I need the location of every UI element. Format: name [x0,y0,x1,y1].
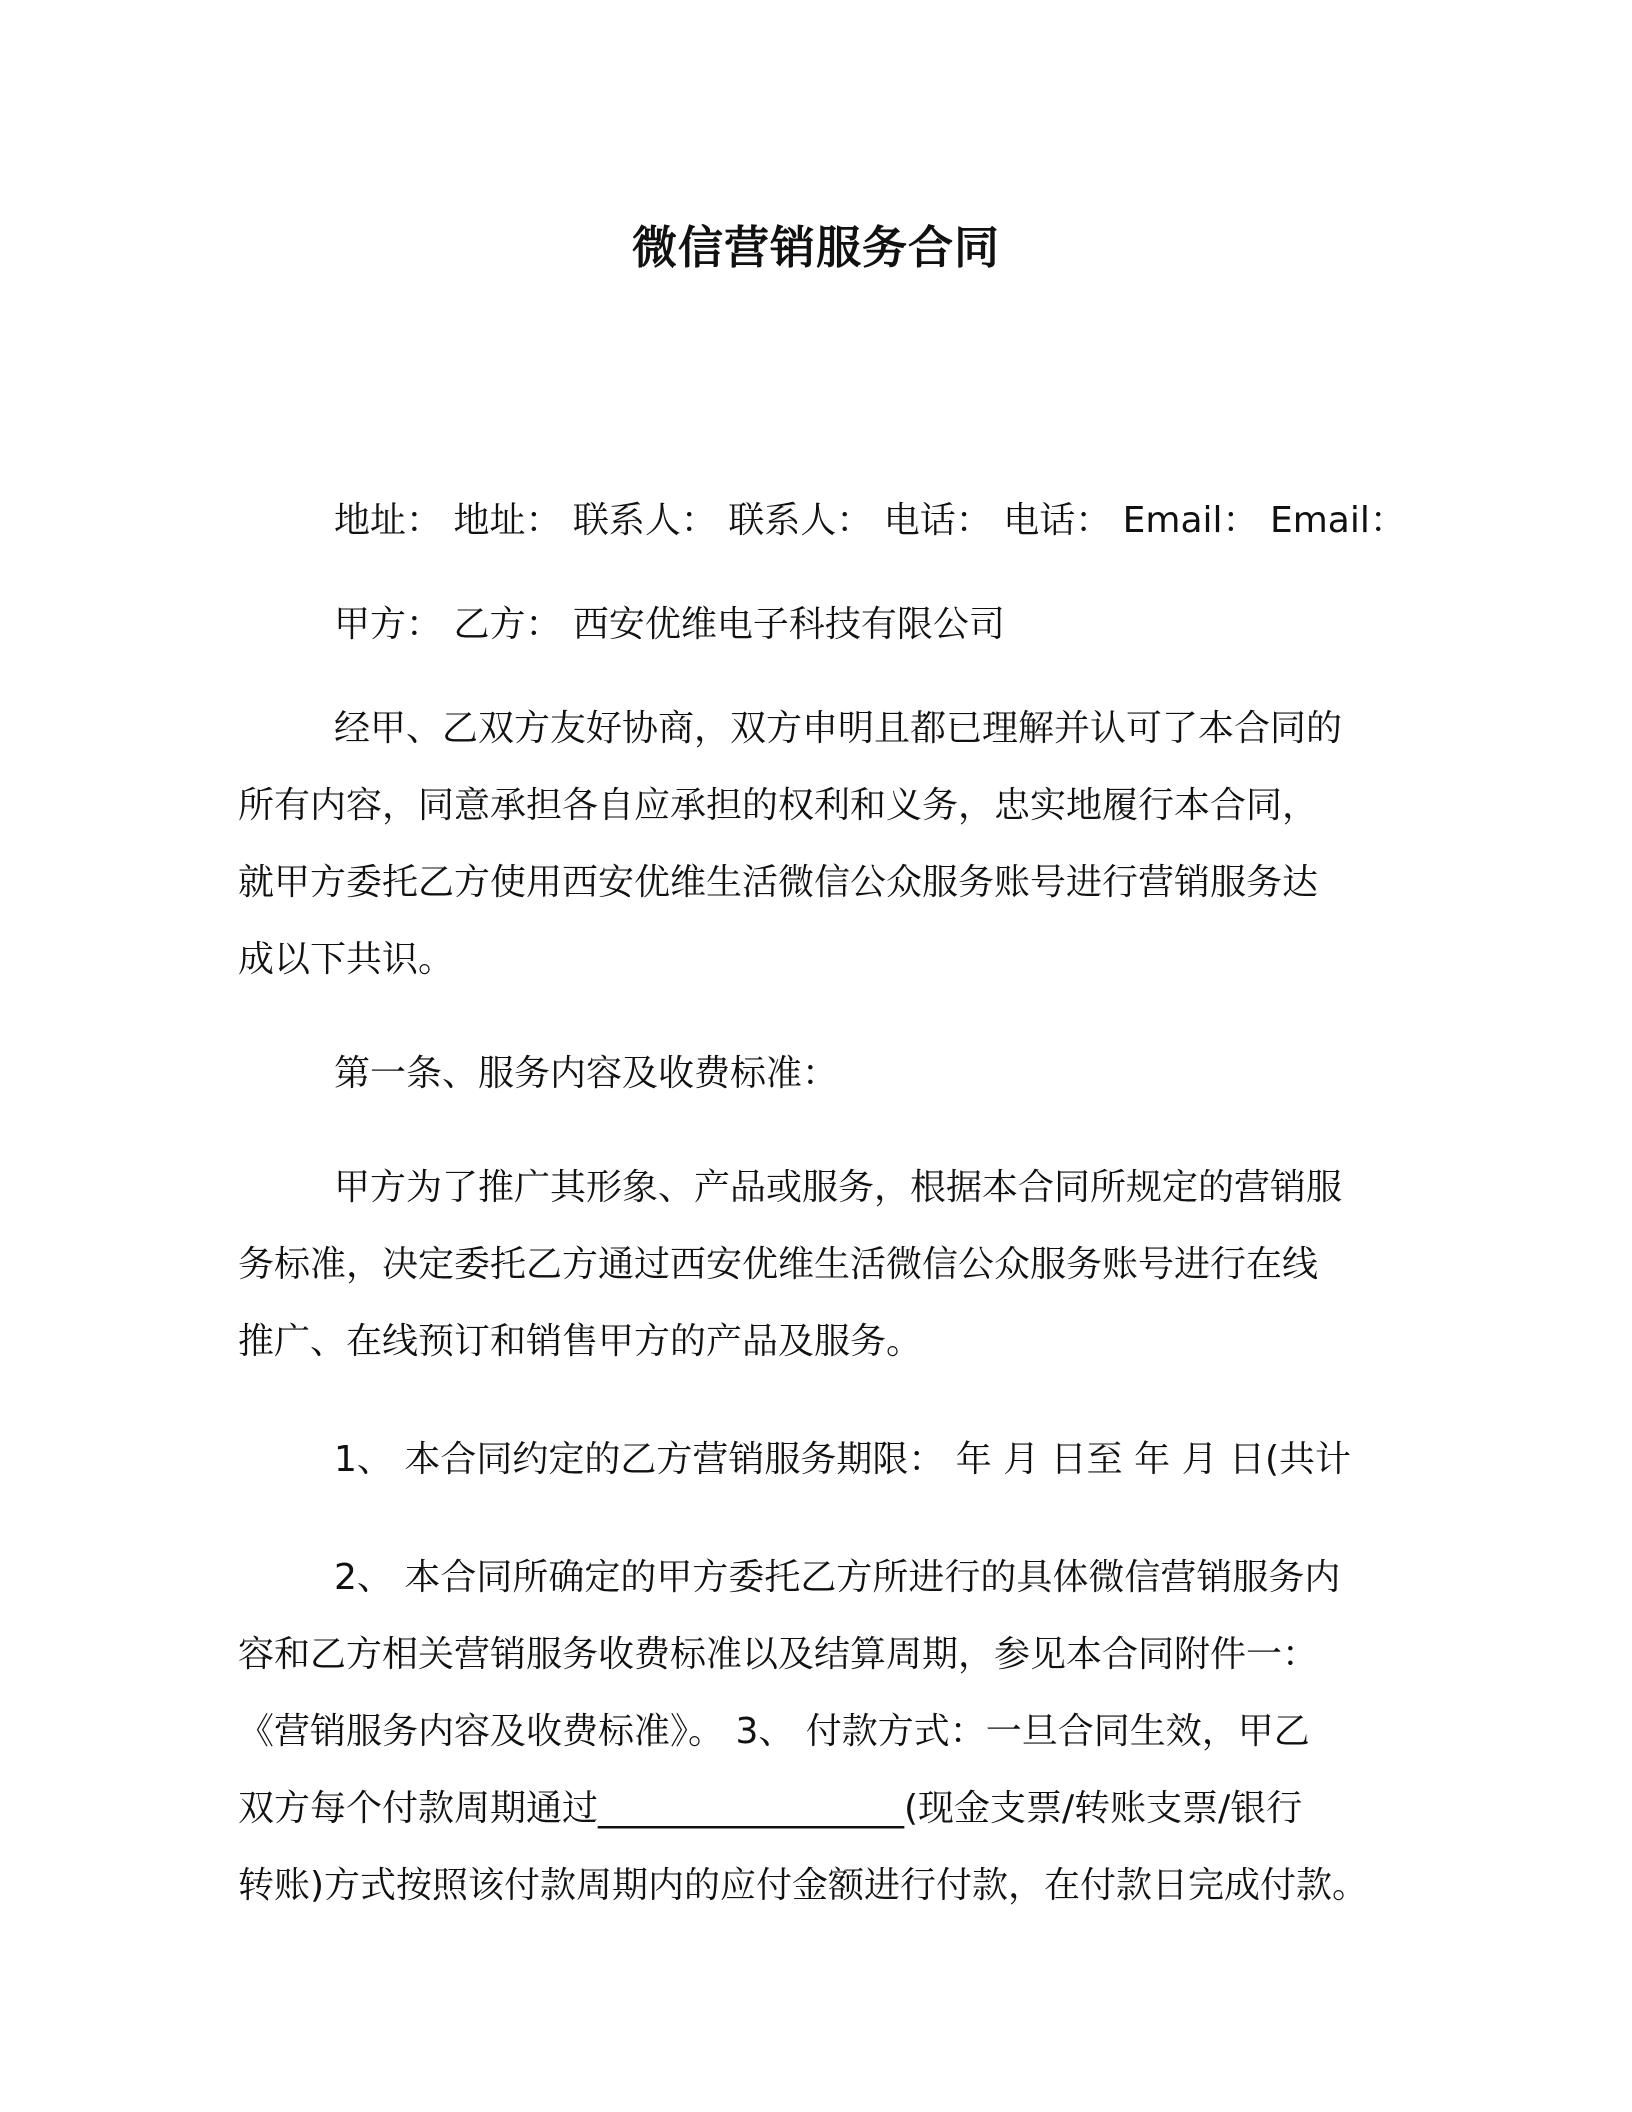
text-line: 成以下共识。 [238,939,455,980]
article-heading [238,1035,1388,1112]
text-line: 甲方为了推广其形象、产品或服务，根据本合同所规定的营销服 [334,1167,1343,1208]
text-line: 务标准，决定委托乙方通过西安优维生活微信公众服务账号进行在线 [238,1244,1319,1285]
document-body [238,482,1406,1924]
text-line: 经甲、乙双方友好协商，双方申明且都已理解并认可了本合同的 [334,708,1343,749]
text-line: 第一条、服务内容及收费标准： [334,1053,839,1094]
parties-paragraph [238,586,1388,663]
text-line: 《营销服务内容及收费标准》。 3、 付款方式：一旦合同生效，甲乙 [238,1711,1310,1752]
service-purpose-paragraph [238,1149,1388,1380]
contact-fields-paragraph [238,482,1406,559]
clause-2-paragraph [238,1539,1388,1924]
text-line: 双方每个付款周期通过_________________(现金支票/转账支票/银行 [238,1788,1303,1829]
text-line: 地址： 地址： 联系人： 联系人： 电话： 电话： Email： Email： [334,500,1406,541]
preamble-paragraph [238,690,1388,998]
text-line: 2、 本合同所确定的甲方委托乙方所进行的具体微信营销服务内 [334,1557,1341,1598]
text-line: 推广、在线预订和销售甲方的产品及服务。 [238,1321,923,1362]
document-title: 微信营销服务合同 [631,221,1000,274]
text-line: 转账)方式按照该付款周期内的应付金额进行付款，在付款日完成付款。 [238,1865,1369,1906]
text-line: 容和乙方相关营销服务收费标准以及结算周期，参见本合同附件一： [238,1634,1319,1675]
clause-1-paragraph [238,1421,1388,1498]
text-line: 甲方： 乙方： 西安优维电子科技有限公司 [334,604,1005,645]
text-line: 1、 本合同约定的乙方营销服务期限： 年 月 日至 年 月 日(共计 [334,1439,1352,1480]
text-line: 就甲方委托乙方使用西安优维生活微信公众服务账号进行营销服务达 [238,862,1319,903]
text-line: 所有内容，同意承担各自应承担的权利和义务，忠实地履行本合同， [238,785,1319,826]
